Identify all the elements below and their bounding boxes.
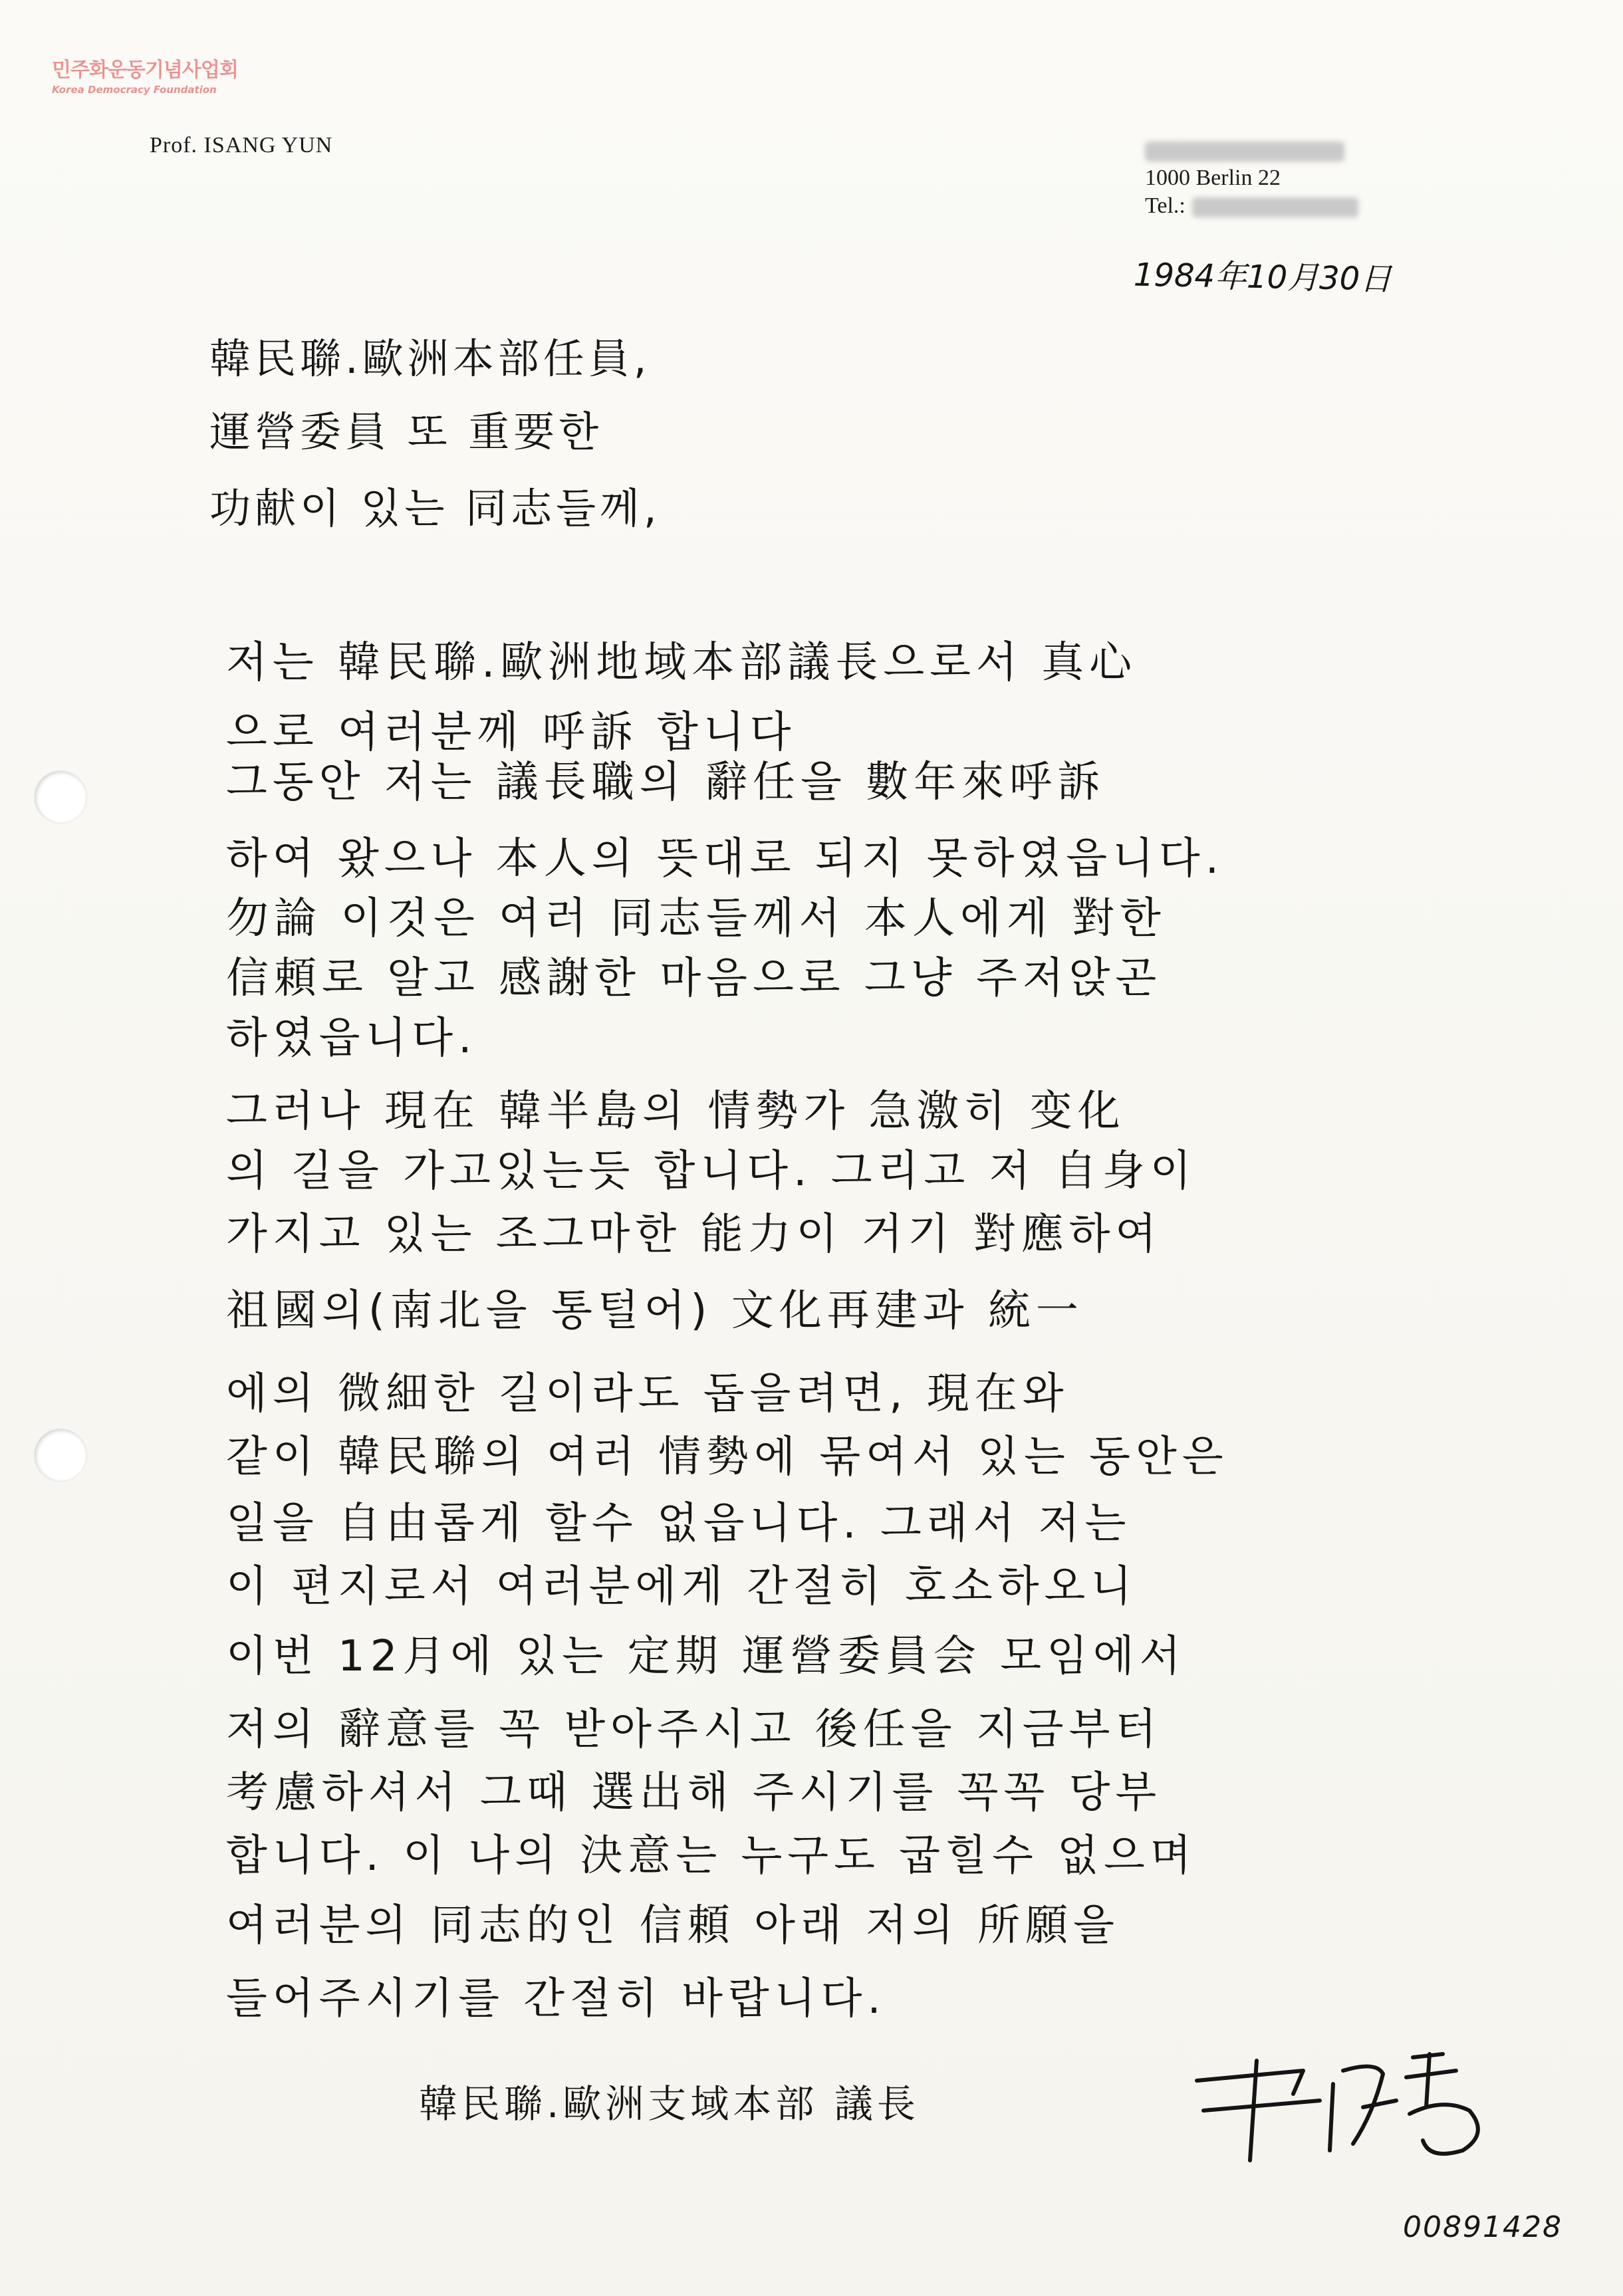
foundation-watermark-logo [52,53,251,96]
redacted-street [1145,142,1344,162]
address-tel [1145,192,1358,220]
letterhead-address [1145,136,1358,220]
address-city: 1000 Berlin 22 [1145,166,1281,190]
tel-label: Tel.: [1145,193,1186,218]
body-line-21: 들어주시기를 간절히 바랍니다. [226,1974,886,2023]
punch-hole-upper [35,771,86,823]
body-line-13: 같이 韓民聯의 여러 情勢에 묶여서 있는 동안은 [226,1433,1229,1482]
body-line-20: 여러분의 同志的인 信頼 아래 저의 所願을 [226,1901,1120,1950]
body-line-2: 으로 여러분께 呼訴 합니다 [226,708,797,757]
watermark-korean: 민주화운동기념사업회 [52,58,238,82]
redacted-phone [1192,197,1358,217]
body-line-5: 勿論 이것은 여러 同志들께서 本人에게 對한 [226,894,1166,943]
watermark-english: Korea Democracy Foundation [52,84,217,96]
body-line-4: 하여 왔으나 本人의 뜻대로 되지 못하였읍니다. [226,834,1225,883]
salutation-line-1: 韓民聯.歐洲本部任員, [209,334,651,383]
body-line-18: 考慮하셔서 그때 選出해 주시기를 꼭꼭 당부 [226,1768,1162,1817]
body-line-19: 합니다. 이 나의 決意는 누구도 굽힐수 없으며 [226,1831,1197,1881]
body-line-9: 의 길을 가고있는듯 합니다. 그리고 저 自身이 [226,1147,1197,1196]
letterhead-sender: Prof. ISANG YUN [150,133,333,158]
archive-number: 00891428 [1403,2210,1562,2244]
body-line-7: 하였읍니다. [226,1014,477,1063]
punch-hole-lower [35,1429,86,1481]
body-line-8: 그러나 現在 韓半島의 情勢가 急激히 变化 [226,1087,1126,1136]
body-line-14: 일을 自由롭게 할수 없읍니다. 그래서 저는 [226,1499,1132,1548]
body-line-17: 저의 辭意를 꼭 받아주시고 後任을 지금부터 [226,1705,1162,1754]
body-line-10: 가지고 있는 조그마한 能力이 거기 對應하여 [226,1210,1162,1259]
salutation-line-3: 功献이 있는 同志들께, [209,484,661,532]
sign-off-title: 韓民聯.歐洲支域本部 議長 [419,2081,920,2126]
letter-date: 1984年10月30日 [1133,256,1392,298]
handwritten-signature [1177,2034,1523,2167]
body-line-3: 그동안 저는 議長職의 辭任을 數年來呼訴 [226,758,1106,807]
salutation-line-2: 運營委員 또 重要한 [209,407,603,456]
body-line-11: 祖國의(南北을 통털어) 文化再建과 統一 [226,1286,1084,1335]
body-line-15: 이 편지로서 여러분에게 간절히 호소하오니 [226,1562,1138,1611]
address-line-redacted [1145,136,1358,164]
body-line-12: 에의 微細한 길이라도 돕을려면, 現在와 [226,1369,1069,1419]
body-line-6: 信頼로 알고 感謝한 마음으로 그냥 주저앉곤 [226,954,1162,1003]
body-line-16: 이번 12月에 있는 定期 運營委員会 모임에서 [226,1632,1186,1681]
body-line-1: 저는 韓民聯.歐洲地域本部議長으로서 真心 [226,638,1138,687]
